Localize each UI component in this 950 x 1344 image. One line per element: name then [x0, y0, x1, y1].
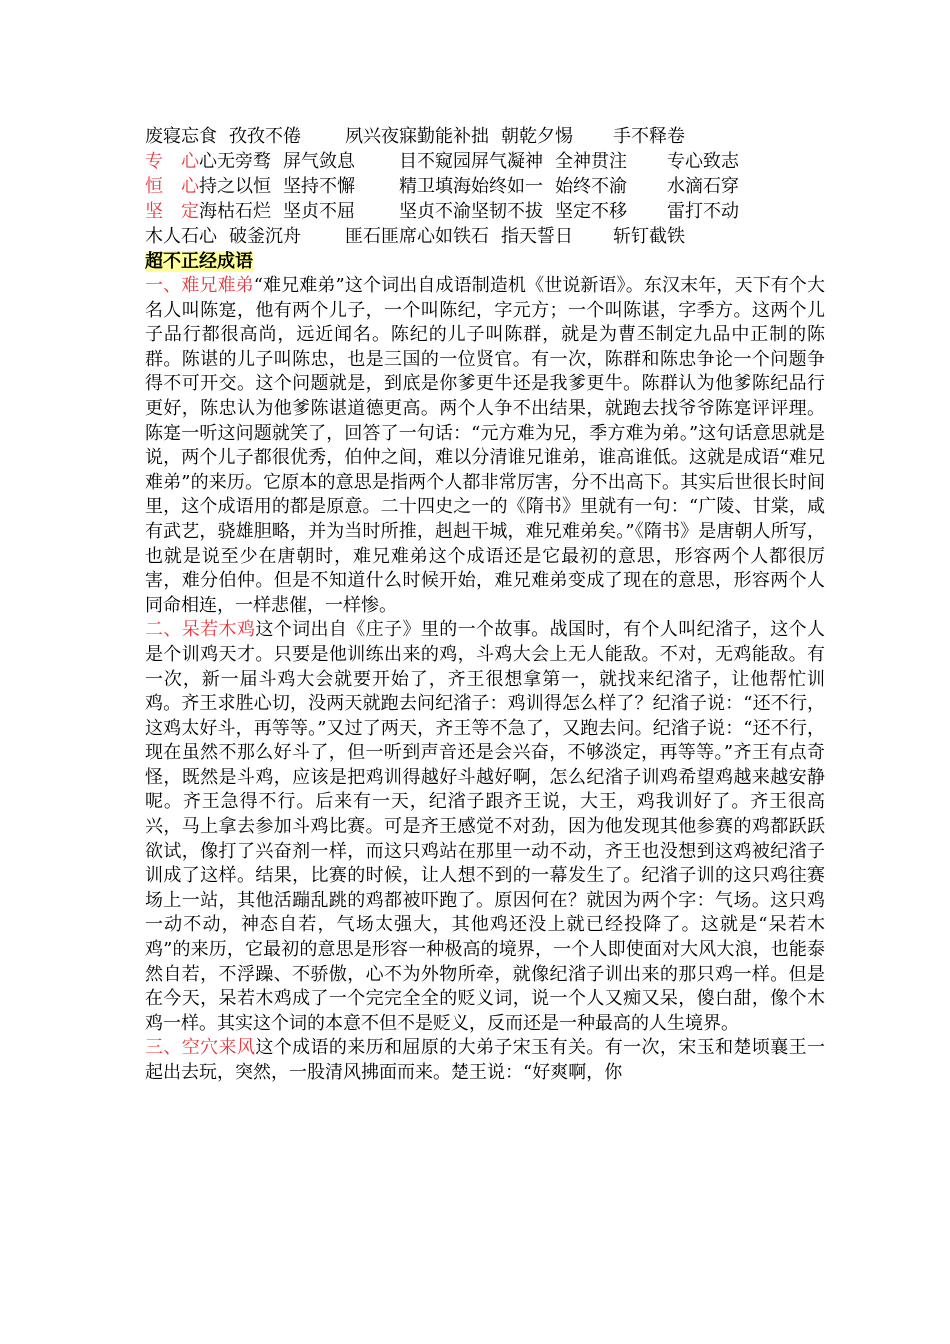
idiom: 废寝忘食 — [145, 126, 217, 147]
idiom: 海枯石烂 — [199, 201, 271, 222]
story-paragraph-1 — [145, 274, 825, 618]
idiom-row-1 — [145, 124, 825, 149]
idiom: 心无旁骛 — [199, 151, 271, 172]
idiom: 坚贞不渝坚韧不拔 — [399, 201, 543, 222]
idiom: 水滴石穿 — [667, 176, 739, 197]
story-text: 这个词出自《庄子》里的一个故事。战国时，有个人叫纪渻子，这个人是个训鸡天才。只要是他训练出来的鸡，斗鸡大会上无人能敌。不对，无鸡能敌。有一次，新一届斗鸡大会就要开始了，齐王很想拿第一，就找来纪渻子，让他帮忙训鸡。齐王求胜心切，没两天就跑去问纪渻子：鸡训得怎么样了？纪渻子说：“还不行，这鸡太好斗，再等等。”又过了两天，齐王等不急了，又跑去问。纪渻子说：“还不行，现在虽然不那么好斗了，但一听到声音还是会兴奋，不够淡定，再等等。”齐王有点奇怪，既然是斗鸡，应该是把鸡训得越好斗越好啊，怎么纪渻子训鸡希望鸡越来越安静呢。齐王急得不行。后来有一天，纪渻子跟齐王说，大王，鸡我训好了。齐王很高兴，马上拿去参加斗鸡比赛。可是齐王感觉不对劲，因为他发现其他参赛的鸡都跃跃欲试，像打了兴奋剂一样，而这只鸡站在那里一动不动，齐王也没想到这鸡被纪渻子训成了这样。结果，比赛的时候，让人想不到的一幕发生了。纪渻子训的这只鸡往赛场上一站，其他活蹦乱跳的鸡都被吓跑了。原因何在？就因为两个字：气场。这只鸡一动不动，神态自若，气场太强大，其他鸡还没上就已经投降了。这就是“呆若木鸡”的来历，它最初的意思是形容一种极高的境界，一个人即使面对大风大浪，也能泰然自若，不浮躁、不骄傲，心不为外物所牵，就像纪渻子训出来的那只鸡一样。但是在今天，呆若木鸡成了一个完完全全的贬义词，说一个人又痴又呆，傻白甜，像个木鸡一样。其实这个词的本意不但不是贬义，反而还是一种最高的人生境界。 — [145, 619, 826, 1034]
idiom: 匪石匪席心如铁石 — [345, 226, 489, 247]
story-paragraph-2 — [145, 618, 825, 1036]
idiom: 坚持不懈 — [283, 176, 355, 197]
idiom-row-3 — [145, 174, 825, 199]
idiom: 指天誓日 — [501, 226, 573, 247]
idiom-row-2 — [145, 149, 825, 174]
category-label: 坚 定 — [145, 201, 199, 222]
idiom: 夙兴夜寐勤能补拙 — [345, 126, 489, 147]
idiom: 斩钉截铁 — [613, 226, 685, 247]
idiom: 坚贞不屈 — [283, 201, 355, 222]
document-page — [145, 124, 825, 1086]
idiom: 孜孜不倦 — [229, 126, 301, 147]
story-text: “难兄难弟”这个词出自成语制造机《世说新语》。东汉末年，天下有个大名人叫陈寔，他有两个儿子，一个叫陈纪，字元方；一个叫陈谌，字季方。这两个儿子品行都很高尚，远近闻名。陈纪的儿子叫陈群，就是为曹丕制定九品中正制的陈群。陈谌的儿子叫陈忠，也是三国的一位贤官。有一次，陈群和陈忠争论一个问题争得不可开交。这个问题就是，到底是你爹更牛还是我爹更牛。陈群认为他爹陈纪品行更好，陈忠认为他爹陈谌道德更高。两个人争不出结果，就跑去找爷爷陈寔评评理。陈寔一听这问题就笑了，回答了一句话：“元方难为兄，季方难为弟。”这句话意思就是说，两个儿子都很优秀，伯仲之间，难以分清谁兄谁弟，谁高谁低。这就是成语“难兄难弟”的来历。它原本的意思是指两个人都非常厉害，分不出高下。其实后世很长时间里，这个成语用的都是原意。二十四史之一的《隋书》里就有一句：“广陵、甘棠，咸有武艺，骁雄胆略，并为当时所推，赳赳干城，难兄难弟矣。”《隋书》是唐朝人所写，也就是说至少在唐朝时，难兄难弟这个成语还是它最初的意思，形容两个人都很厉害，难分伯仲。但是不知道什么时候开始，难兄难弟变成了现在的意思，形容两个人同命相连，一样悲催，一样惨。 — [145, 275, 826, 616]
story-title: 二、呆若木鸡 — [145, 619, 256, 641]
idiom: 全神贯注 — [555, 151, 627, 172]
idiom: 目不窥园屏气凝神 — [399, 151, 543, 172]
category-label: 专 心 — [145, 151, 199, 172]
idiom: 始终不渝 — [555, 176, 627, 197]
idiom: 雷打不动 — [667, 201, 739, 222]
story-title: 一、难兄难弟 — [145, 275, 254, 296]
idiom: 破釜沉舟 — [229, 226, 301, 247]
idiom-row-4 — [145, 199, 825, 224]
idiom: 屏气敛息 — [283, 151, 355, 172]
idiom: 朝乾夕惕 — [501, 126, 573, 147]
idiom: 木人石心 — [145, 226, 217, 247]
category-label: 恒 心 — [145, 176, 199, 197]
story-text: 这个成语的来历和屈原的大弟子宋玉有关。有一次，宋玉和楚顷襄王一起出去玩，突然，一股清风拂面而来。楚王说：“好爽啊，你 — [145, 1037, 826, 1083]
idiom: 持之以恒 — [199, 176, 271, 197]
idiom-row-5 — [145, 224, 825, 249]
idiom: 精卫填海始终如一 — [399, 176, 543, 197]
idiom: 手不释卷 — [613, 126, 685, 147]
heading-text: 超不正经成语 — [145, 251, 253, 272]
story-title: 三、空穴来风 — [145, 1037, 256, 1059]
idiom: 坚定不移 — [555, 201, 627, 222]
idiom: 专心致志 — [667, 151, 739, 172]
story-paragraph-3 — [145, 1036, 825, 1085]
section-heading — [145, 249, 825, 274]
